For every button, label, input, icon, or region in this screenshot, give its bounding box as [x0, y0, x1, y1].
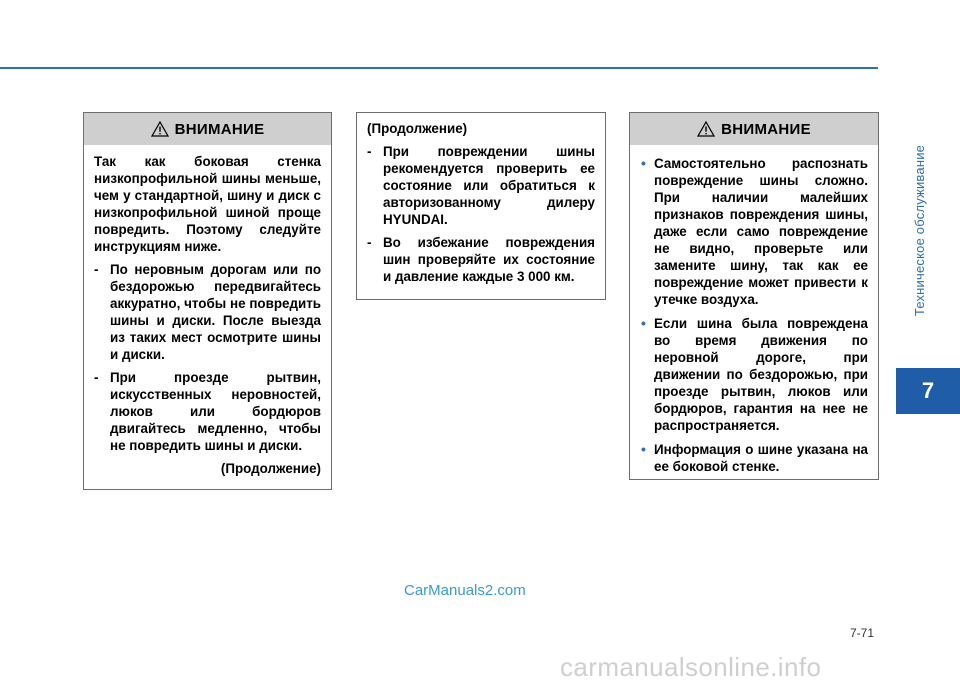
- continued-label: (Продолжение): [367, 121, 468, 136]
- continued-label: (Продолжение): [220, 461, 321, 476]
- warning-box-left: [83, 112, 332, 490]
- page-number: 7-71: [850, 626, 875, 640]
- chapter-tab: [896, 368, 960, 414]
- dash-marker: -: [94, 262, 99, 277]
- list-item-text: Самостоятельно распознать повреждение шины сложно. При наличии малейших признаков повреждения шины, даже если само повреждение не видно, проверьте или замените шину, так как ее повреждение может привести к утечке воздуха.: [654, 156, 868, 307]
- watermark-bottom: carmanualsonline.info: [560, 652, 822, 682]
- warning-header-right: [630, 113, 878, 145]
- intro-text: Так как боковая стенка низкопрофильной шины меньше, чем у стандартной, шину и диск с низкопрофильной шиной проще повредить. Поэтому следуйте инструкциям ниже.: [94, 154, 321, 254]
- list-item: [640, 441, 868, 475]
- warning-triangle-icon: [151, 121, 169, 137]
- list-item: [94, 261, 321, 363]
- dash-list-middle: [367, 143, 595, 285]
- warning-triangle-icon: [697, 121, 715, 137]
- dash-list-left: [94, 261, 321, 454]
- bullet-icon: •: [641, 155, 646, 171]
- section-side-title-text: Техническое обслуживание: [912, 144, 928, 316]
- list-item: [640, 155, 868, 308]
- list-item: [367, 234, 595, 285]
- list-item-text: По неровным дорогам или по бездорожью передвигайтесь аккуратно, чтобы не повредить шины и диски. После выезда из таких мест осмотрите шины и диски.: [110, 262, 321, 362]
- bullet-icon: •: [641, 315, 646, 331]
- continuation-box-middle: [356, 112, 606, 300]
- chapter-number: 7: [921, 378, 935, 403]
- warning-header-left: [84, 113, 331, 145]
- top-rule: [0, 67, 878, 69]
- watermark-link[interactable]: CarManuals2.com: [404, 582, 526, 599]
- warning-box-right: [629, 112, 879, 480]
- section-side-title: [890, 100, 950, 360]
- dash-marker: -: [94, 370, 99, 385]
- list-item: [94, 369, 321, 454]
- list-item-text: Если шина была повреждена во время движения по неровной дороге, при движении по бездорожью, при проезде рытвин, люков или бордюров, гарантия на нее не распространяется.: [654, 316, 868, 433]
- warning-title: ВНИМАНИЕ: [721, 120, 811, 138]
- warning-body-left: [84, 145, 331, 485]
- list-item-text: Информация о шине указана на ее боковой стенке.: [654, 442, 868, 474]
- dash-marker: -: [367, 235, 372, 250]
- list-item-text: Во избежание повреждения шин проверяйте их состояние и давление каждые 3 000 км.: [383, 235, 595, 284]
- list-item: [367, 143, 595, 228]
- list-item-text: При проезде рытвин, искусственных неровностей, люков или бордюров двигайтесь медленно, чтобы не повредить шины и диски.: [110, 370, 321, 453]
- list-item-text: При повреждении шины рекомендуется проверить ее состояние или обратиться к авторизованному дилеру HYUNDAI.: [383, 144, 595, 227]
- dash-marker: -: [367, 144, 372, 159]
- warning-body-right: [630, 145, 878, 490]
- continuation-body: [357, 113, 605, 299]
- bullet-list-right: [640, 155, 868, 475]
- bullet-icon: •: [641, 441, 646, 457]
- warning-title: ВНИМАНИЕ: [174, 120, 265, 138]
- list-item: [640, 315, 868, 434]
